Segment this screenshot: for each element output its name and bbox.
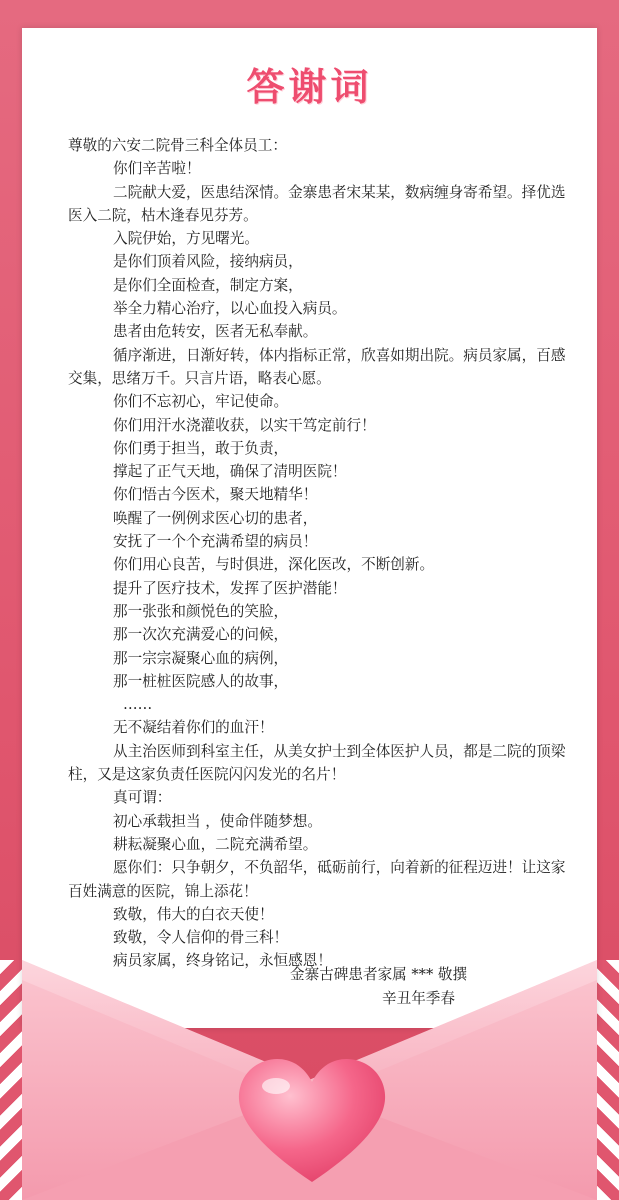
- paragraph: 唤醒了一例例求医心切的患者，: [113, 509, 318, 527]
- paragraph: 患者由危转安，医者无私奉献。: [113, 323, 318, 341]
- paragraph: 举全力精心治疗，以心血投入病员。: [113, 300, 347, 318]
- decorative-stripes-right: [597, 960, 619, 1200]
- paragraph: 初心承载担当 ，使命伴随梦想。: [113, 812, 322, 830]
- paragraph: 真可谓：: [113, 789, 172, 807]
- paragraph: 提升了医疗技术，发挥了医护潜能！: [113, 579, 347, 597]
- paragraph: 你们不忘初心，牢记使命。: [113, 393, 289, 411]
- paragraph: 那一张张和颜悦色的笑脸，: [113, 602, 289, 620]
- signature: 金寨古碑患者家属 *** 敬撰: [290, 966, 468, 983]
- paragraph: 二院献大爱，医患结深情。金寨患者宋某某，数病缠身寄希望。择优选医入二院，枯木逢春见芬芳。: [68, 183, 566, 224]
- signature-block: [290, 963, 467, 1011]
- heart-icon: [232, 1050, 392, 1190]
- letter-paper: [22, 28, 597, 1028]
- paragraph: 你们辛苦啦！: [113, 160, 201, 178]
- paragraph: 那一宗宗凝聚心血的病例，: [113, 649, 289, 667]
- paragraph: 致敬，伟大的白衣天使！: [113, 905, 274, 923]
- letter-title: 答谢词: [246, 65, 373, 109]
- paragraph: 那一次次充满爱心的问候，: [113, 626, 289, 644]
- paragraph: 愿你们：只争朝夕，不负韶华，砥砺前行，向着新的征程迈进！让这家百姓满意的医院，锦上添花！: [68, 859, 566, 900]
- paragraph: 病员家属，终身铭记，永恒感恩！: [113, 952, 332, 970]
- paragraph: 你们悟古今医术，聚天地精华！: [113, 486, 318, 504]
- paragraph: 无不凝结着你们的血汗！: [113, 719, 274, 737]
- paragraph: 你们用汗水浇灌收获，以实干笃定前行！: [113, 416, 376, 434]
- paragraph: ……: [123, 696, 153, 714]
- decorative-stripes-left: [0, 960, 22, 1200]
- paragraph: 你们用心良苦，与时俱进，深化医改，不断创新。: [113, 556, 435, 574]
- paragraph: 耕耘凝聚心血，二院充满希望。: [113, 835, 318, 853]
- paragraph: 那一桩桩医院感人的故事，: [113, 672, 289, 690]
- letter-body: [68, 134, 573, 973]
- paragraph: 从主治医师到科室主任，从美女护士到全体医护人员，都是二院的顶梁柱，又是这家负责任医院闪闪发光的名片！: [68, 742, 566, 784]
- paragraph: 安抚了一个个充满希望的病员！: [113, 533, 318, 551]
- paragraph: 是你们顶着风险，接纳病员，: [113, 253, 303, 271]
- paragraph-list: [68, 157, 573, 972]
- paragraph: 循序渐进，日渐好转，体内指标正常，欣喜如期出院。病员家属，百感交集，思绪万千。只言片语，略表心愿。: [68, 346, 566, 387]
- paragraph: 撑起了正气天地，确保了清明医院！: [113, 463, 347, 481]
- paragraph: 致敬，令人信仰的骨三科！: [113, 929, 289, 947]
- paragraph: 你们勇于担当，敢于负责，: [113, 439, 289, 457]
- paragraph: 是你们全面检查，制定方案，: [113, 276, 303, 294]
- signature-date: 辛丑年季春: [382, 990, 455, 1007]
- salutation: 尊敬的六安二院骨三科全体员工：: [68, 137, 287, 154]
- paragraph: 入院伊始，方见曙光。: [113, 230, 259, 248]
